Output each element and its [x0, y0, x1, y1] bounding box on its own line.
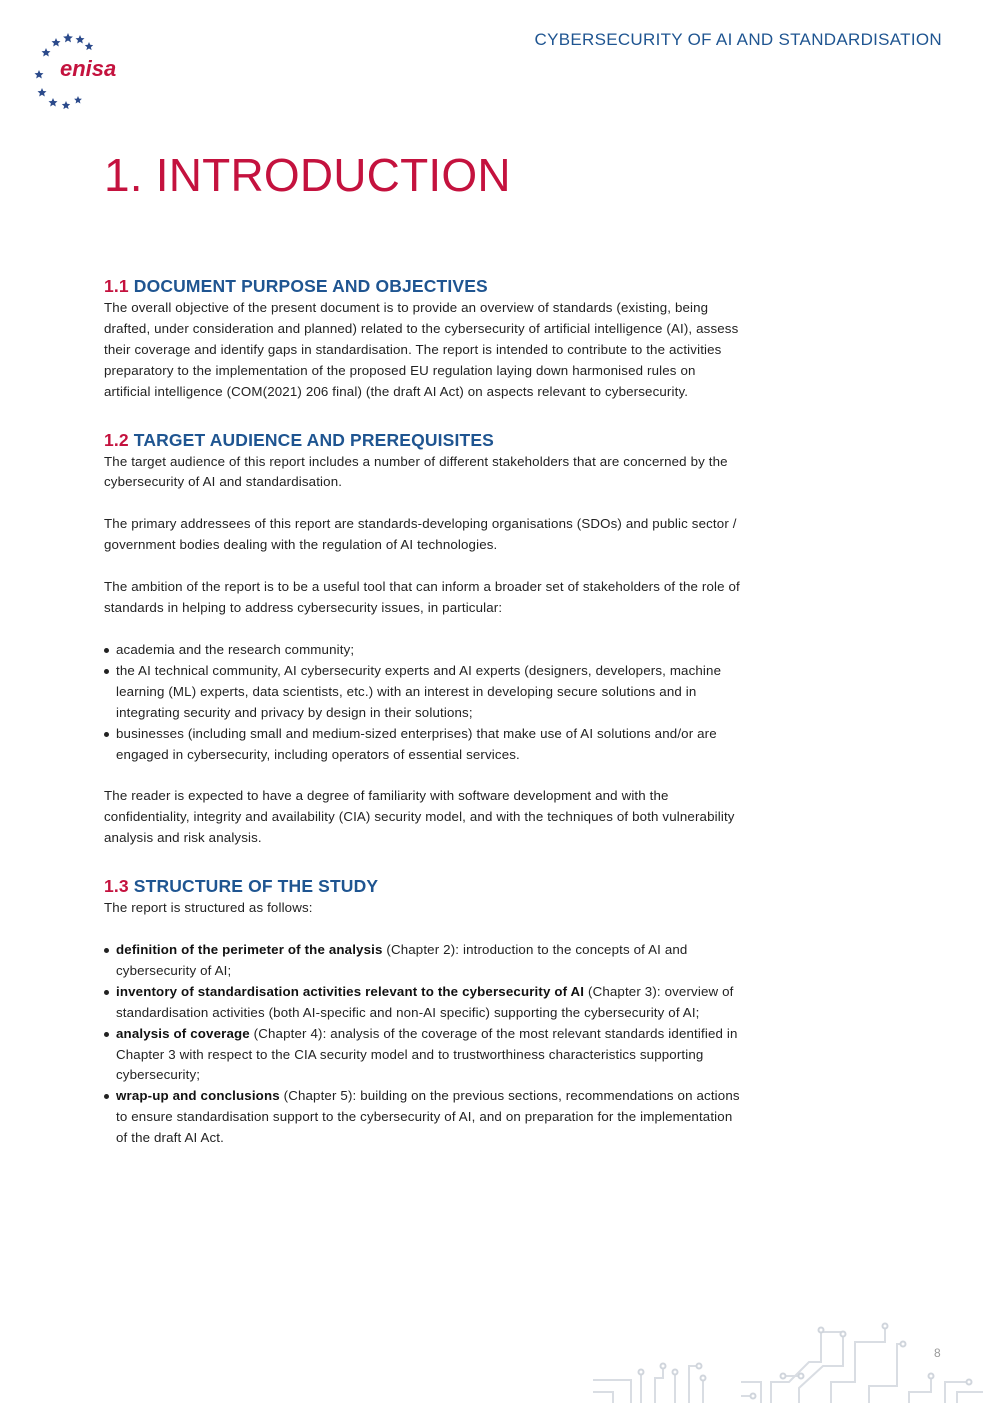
list-item-bold: inventory of standardisation activities relevant to the cybersecurity of AI — [116, 983, 585, 999]
logo-star — [63, 33, 73, 42]
section-title: TARGET AUDIENCE AND PREREQUISITES — [133, 429, 494, 450]
logo-star — [62, 101, 70, 109]
list-item-bold: analysis of coverage — [116, 1025, 250, 1041]
paragraph: The overall objective of the present document is to provide an overview of standards (existing, being drafted, under consideration and planned) related to the cybersecurity of artificial intelligence (AI), assess their coverage and identify gaps in standardisation. The report is intended to contribute to the activities preparatory to the implementation of the proposed EU regulation laying down harmonised rules on artificial intelligence (COM(2021) 206 final) (the draft AI Act) on aspects relevant to cybersecurity. — [104, 300, 739, 399]
section-number: 1.1 — [104, 276, 129, 296]
page-content — [104, 275, 744, 1149]
list-item: businesses (including small and medium-sized enterprises) that make use of AI solutions and/or are engaged in cybersecurity, including operators of essential services. — [104, 724, 744, 766]
circuit-decoration — [585, 1322, 992, 1403]
paragraph: The reader is expected to have a degree of familiarity with software development and with the confidentiality, integrity and availability (CIA) security model, and with the techniques of both vulnerability analysis and risk analysis. — [104, 788, 735, 846]
list-item-bold: definition of the perimeter of the analysis — [116, 942, 383, 958]
paragraph: The target audience of this report includes a number of different stakeholders that are concerned by the cybersecurity of AI and standardisation. — [104, 453, 728, 490]
paragraph: The ambition of the report is to be a useful tool that can inform a broader set of stakeholders of the role of standards in helping to address cybersecurity issues, in particular: — [104, 579, 740, 616]
enisa-logo — [30, 28, 126, 112]
section-heading-1-2 — [104, 429, 744, 451]
list-item-text: (Chapter 4): analysis of the coverage of the most relevant standards identified in Chapter 3 with respect to the CIA security model and to trustworthiness characteristics supporting cybersecurity; — [116, 1025, 738, 1083]
logo-star — [35, 70, 44, 79]
logo-star — [42, 48, 51, 57]
list-item — [104, 940, 744, 982]
list-item-bold: wrap-up and conclusions — [116, 1088, 280, 1104]
structure-list — [104, 940, 744, 1149]
page-number: 8 — [934, 1346, 941, 1360]
section-heading-1-3 — [104, 875, 744, 897]
list-item-text: (Chapter 3): overview of standardisation activities (both AI-specific and non-AI specific) supporting the cybersecurity of AI; — [116, 983, 734, 1020]
list-item: the AI technical community, AI cybersecurity experts and AI experts (designers, developers, machine learning (ML) experts, data scientists, etc.) with an interest in developing secure solutions and in integrating security and privacy by design in their solutions; — [104, 661, 744, 724]
logo-star — [38, 88, 47, 97]
section-number: 1.3 — [104, 876, 129, 897]
section-title: DOCUMENT PURPOSE AND OBJECTIVES — [133, 276, 488, 296]
logo-star — [85, 42, 93, 50]
chapter-title: 1. INTRODUCTION — [104, 149, 511, 201]
list-item — [104, 982, 744, 1024]
paragraph: The primary addressees of this report are standards-developing organisations (SDOs) and public sector / government bodies dealing with the regulation of AI technologies. — [104, 516, 737, 553]
logo-star — [49, 98, 58, 107]
section-heading-1-1 — [104, 275, 744, 297]
document-header-title: CYBERSECURITY OF AI AND STANDARDISATION — [534, 30, 942, 49]
list-item-text: (Chapter 2): introduction to the concepts of AI and cybersecurity of AI; — [116, 942, 688, 978]
section-title: STRUCTURE OF THE STUDY — [133, 876, 379, 897]
section-number: 1.2 — [104, 429, 129, 450]
logo-star — [74, 96, 82, 104]
audience-list — [104, 640, 744, 765]
list-item: academia and the research community; — [104, 640, 744, 661]
paragraph: The report is structured as follows: — [104, 900, 313, 916]
list-item-text: (Chapter 5): building on the previous sections, recommendations on actions to ensure standardisation support to the cybersecurity of AI, and on preparation for the implementation of the draft AI Act. — [116, 1088, 740, 1146]
logo-star — [76, 35, 85, 44]
list-item — [104, 1086, 744, 1149]
logo-wordmark: enisa — [60, 56, 117, 81]
list-item — [104, 1024, 744, 1087]
logo-star — [52, 38, 61, 47]
